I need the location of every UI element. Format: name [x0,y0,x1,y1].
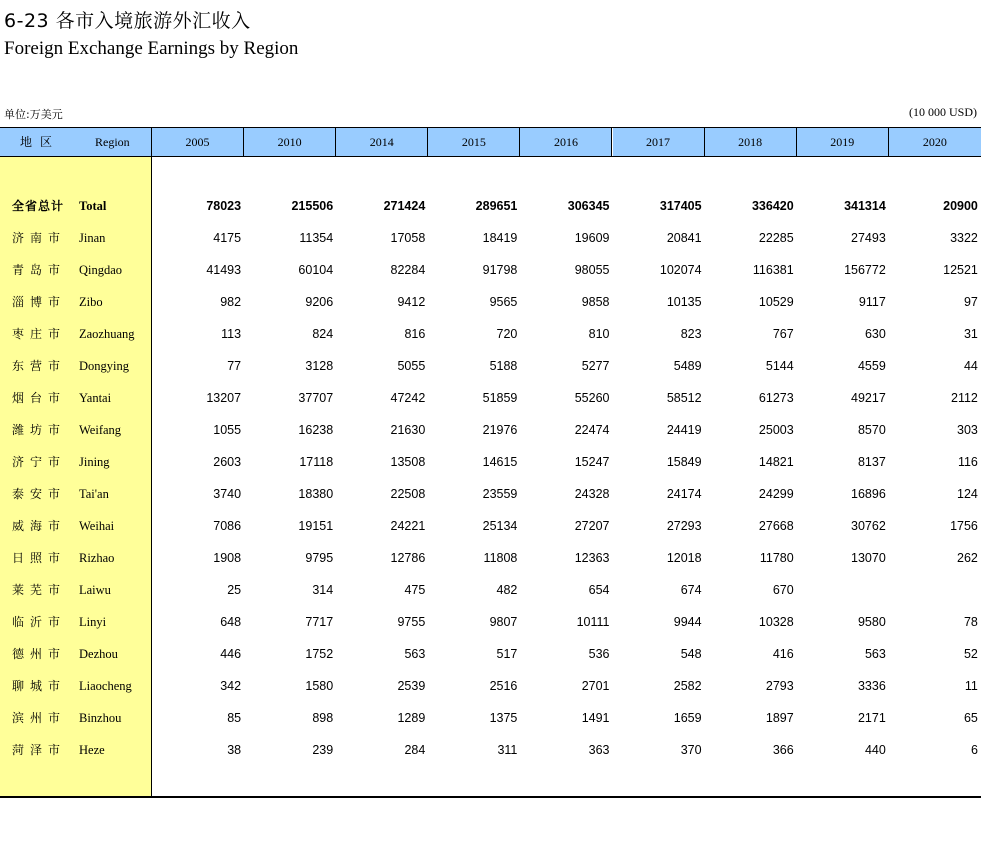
value-cell: 9412 [397,295,426,309]
value-cell: 65 [963,711,978,725]
region-name-en: Jining [79,455,110,469]
region-name-cn: 淄博市 [12,295,67,309]
value-cell: 720 [496,327,518,341]
region-name-en: Binzhou [79,711,122,725]
value-cell: 11354 [299,231,334,245]
table-row [0,574,981,606]
value-cell: 21976 [482,423,518,437]
value-cell: 370 [680,743,702,757]
header-year: 2018 [705,128,797,156]
value-cell: 7717 [305,615,334,629]
value-cell: 5489 [673,359,702,373]
region-name-cn: 威海市 [12,519,67,533]
value-cell: 2171 [857,711,886,725]
value-cell: 284 [404,743,426,757]
value-cell: 2582 [673,679,702,693]
value-cell: 15247 [574,455,610,469]
value-cell: 9565 [489,295,518,309]
value-cell: 12018 [666,551,702,565]
value-cell: 78023 [206,199,242,213]
value-cell: 5277 [581,359,610,373]
value-cell: 2112 [951,391,978,405]
value-cell: 1752 [305,647,334,661]
value-cell: 11 [964,679,978,693]
value-cell: 4175 [213,231,242,245]
table-bottom-rule [0,796,981,798]
table-row [0,318,981,350]
table-row [0,350,981,382]
value-cell: 630 [864,327,886,341]
unit-label-cn: 单位:万美元 [4,108,63,121]
region-name-en: Yantai [79,391,112,405]
table-row [0,222,981,254]
value-cell: 27293 [666,519,702,533]
table-row [0,446,981,478]
value-cell: 9807 [489,615,518,629]
value-cell: 41493 [206,263,242,277]
value-cell: 9944 [673,615,702,629]
value-cell: 1289 [397,711,426,725]
table-row [0,286,981,318]
value-cell: 15849 [666,455,702,469]
region-name-cn: 烟台市 [12,391,67,405]
value-cell: 7086 [213,519,242,533]
region-name-en: Linyi [79,615,107,629]
value-cell: 124 [957,487,978,501]
value-cell: 262 [957,551,978,565]
value-cell: 670 [772,583,794,597]
value-cell: 16896 [851,487,886,501]
region-name-cn: 日照市 [12,551,67,565]
header-year: 2017 [613,128,705,156]
value-cell: 563 [864,647,886,661]
value-cell: 22508 [390,487,426,501]
table-row [0,734,981,766]
table-row [0,382,981,414]
value-cell: 156772 [844,263,886,277]
value-cell: 314 [312,583,334,597]
value-cell: 116381 [752,263,794,277]
value-cell: 10111 [576,615,610,629]
value-cell: 475 [404,583,426,597]
table-row [0,478,981,510]
value-cell: 116 [957,455,978,469]
value-cell: 25003 [758,423,794,437]
table-header [0,127,981,157]
value-cell: 363 [588,743,610,757]
value-cell: 19151 [298,519,334,533]
unit-label-en: (10 000 USD) [909,105,977,119]
value-cell: 24419 [666,423,702,437]
value-cell: 102074 [659,263,702,277]
region-name-en: Zibo [79,295,103,309]
value-cell: 51859 [482,391,518,405]
table-row [0,510,981,542]
region-name-en: Heze [79,743,105,757]
value-cell: 1491 [581,711,610,725]
value-cell: 25134 [482,519,518,533]
value-cell: 9117 [858,295,886,309]
value-cell: 289651 [475,199,518,213]
value-cell: 898 [312,711,334,725]
value-cell: 9858 [581,295,610,309]
value-cell: 767 [772,327,794,341]
value-cell: 674 [680,583,702,597]
value-cell: 1580 [305,679,334,693]
value-cell: 82284 [390,263,426,277]
value-cell: 27668 [758,519,794,533]
region-name-en: Qingdao [79,263,123,277]
value-cell: 810 [588,327,610,341]
value-cell: 44 [963,359,978,373]
value-cell: 24328 [574,487,610,501]
table-row [0,702,981,734]
region-name-en: Tai'an [79,487,109,501]
value-cell: 49217 [851,391,886,405]
region-name-cn: 枣庄市 [12,327,67,341]
region-name-cn: 青岛市 [12,263,67,277]
value-cell: 3322 [950,231,978,245]
value-cell: 654 [588,583,610,597]
region-name-en: Zaozhuang [79,327,135,341]
value-cell: 55260 [574,391,610,405]
value-cell: 517 [496,647,518,661]
header-year: 2015 [428,128,520,156]
value-cell: 341314 [844,199,886,213]
value-cell: 306345 [567,199,610,213]
value-cell: 9795 [305,551,334,565]
region-name-en: Weihai [79,519,115,533]
header-year: 2014 [336,128,428,156]
value-cell: 19609 [574,231,610,245]
value-cell: 11780 [759,551,794,565]
value-cell: 336420 [751,199,794,213]
value-cell: 440 [864,743,886,757]
value-cell: 416 [772,647,794,661]
value-cell: 12521 [943,263,978,277]
value-cell: 24221 [390,519,426,533]
value-cell: 77 [227,359,242,373]
value-cell: 97 [963,295,978,309]
value-cell: 10529 [758,295,794,309]
value-cell: 85 [227,711,242,725]
value-cell: 342 [220,679,242,693]
header-year: 2019 [797,128,889,156]
value-cell: 27207 [574,519,610,533]
header-region-cn: 地区 [20,135,61,149]
value-cell: 2603 [213,455,242,469]
value-cell: 17118 [299,455,334,469]
value-cell: 24299 [758,487,794,501]
region-name-en: Dezhou [79,647,118,661]
value-cell: 816 [404,327,426,341]
value-cell: 78 [963,615,978,629]
value-cell: 58512 [666,391,702,405]
value-cell: 14615 [482,455,518,469]
value-cell: 37707 [298,391,334,405]
value-cell: 24174 [666,487,702,501]
value-cell: 12786 [390,551,426,565]
region-name-cn: 济南市 [12,231,67,245]
region-name-cn: 滨州市 [12,711,67,725]
region-name-en: Liaocheng [79,679,132,693]
value-cell: 60104 [298,263,334,277]
table-row [0,414,981,446]
value-cell: 303 [957,423,978,437]
value-cell: 18419 [482,231,518,245]
header-region-en: Region [95,135,130,149]
value-cell: 1659 [673,711,702,725]
region-name-en: Jinan [79,231,106,245]
value-cell: 6 [970,743,978,757]
value-cell: 982 [220,295,242,309]
value-cell: 13070 [851,551,886,565]
value-cell: 10135 [666,295,702,309]
value-cell: 47242 [390,391,426,405]
value-cell: 22474 [574,423,610,437]
header-region [0,128,152,156]
region-name-cn: 全省总计 [12,199,65,213]
value-cell: 1375 [489,711,518,725]
value-cell: 823 [680,327,702,341]
region-name-cn: 菏泽市 [12,743,67,757]
value-cell: 2516 [489,679,518,693]
value-cell: 113 [221,327,242,341]
value-cell: 13207 [206,391,242,405]
value-cell: 1908 [213,551,242,565]
value-cell: 8570 [857,423,886,437]
value-cell: 3128 [305,359,334,373]
value-cell: 8137 [857,455,886,469]
value-cell: 366 [772,743,794,757]
value-cell: 1055 [213,423,242,437]
value-cell: 648 [220,615,242,629]
value-cell: 38 [227,743,242,757]
value-cell: 27493 [851,231,886,245]
value-cell: 22285 [758,231,794,245]
value-cell: 5188 [489,359,518,373]
value-cell: 3336 [857,679,886,693]
value-cell: 5055 [397,359,426,373]
value-cell: 548 [680,647,702,661]
value-cell: 23559 [482,487,518,501]
region-name-cn: 东营市 [12,359,67,373]
value-cell: 317405 [659,199,702,213]
value-cell: 215506 [291,199,334,213]
value-cell: 5144 [765,359,794,373]
value-cell: 61273 [758,391,794,405]
value-cell: 3740 [213,487,242,501]
value-cell: 21630 [390,423,426,437]
region-name-cn: 济宁市 [12,455,67,469]
value-cell: 271424 [383,199,426,213]
value-cell: 239 [312,743,334,757]
header-year: 2016 [520,128,612,156]
region-name-cn: 莱芜市 [12,583,67,597]
value-cell: 20900 [943,199,978,213]
value-cell: 18380 [298,487,334,501]
value-cell: 1897 [765,711,794,725]
region-name-cn: 临沂市 [12,615,67,629]
value-cell: 14821 [758,455,794,469]
header-year: 2010 [244,128,336,156]
title-cn: 6-23 各市入境旅游外汇收入 [4,10,251,32]
value-cell: 2793 [765,679,794,693]
value-cell: 2539 [397,679,426,693]
value-cell: 1756 [950,519,978,533]
value-cell: 11808 [483,551,518,565]
value-cell: 9206 [305,295,334,309]
region-name-en: Dongying [79,359,129,373]
header-year: 2020 [889,128,981,156]
region-name-en: Total [79,199,107,213]
value-cell: 10328 [758,615,794,629]
region-name-cn: 泰安市 [12,487,67,501]
region-name-en: Laiwu [79,583,111,597]
value-cell: 482 [496,583,518,597]
value-cell: 9580 [857,615,886,629]
region-name-en: Rizhao [79,551,115,565]
value-cell: 4559 [857,359,886,373]
table-row [0,670,981,702]
value-cell: 9755 [397,615,426,629]
table-row [0,254,981,286]
region-name-cn: 潍坊市 [12,423,67,437]
value-cell: 2701 [581,679,610,693]
value-cell: 31 [963,327,978,341]
header-year: 2005 [152,128,244,156]
table-row-total [0,190,981,222]
value-cell: 311 [497,743,518,757]
table-row [0,606,981,638]
table-row [0,542,981,574]
value-cell: 563 [404,647,426,661]
value-cell: 30762 [851,519,886,533]
value-cell: 91798 [482,263,518,277]
region-name-cn: 聊城市 [12,679,67,693]
value-cell: 17058 [390,231,426,245]
value-cell: 536 [588,647,610,661]
value-cell: 446 [220,647,242,661]
value-cell: 25 [227,583,242,597]
region-name-cn: 德州市 [12,647,67,661]
value-cell: 16238 [298,423,334,437]
value-cell: 52 [963,647,978,661]
value-cell: 12363 [574,551,610,565]
value-cell: 98055 [574,263,610,277]
table-row [0,638,981,670]
title-en: Foreign Exchange Earnings by Region [4,38,299,59]
value-cell: 13508 [390,455,426,469]
value-cell: 824 [312,327,334,341]
value-cell: 20841 [666,231,702,245]
region-name-en: Weifang [79,423,122,437]
